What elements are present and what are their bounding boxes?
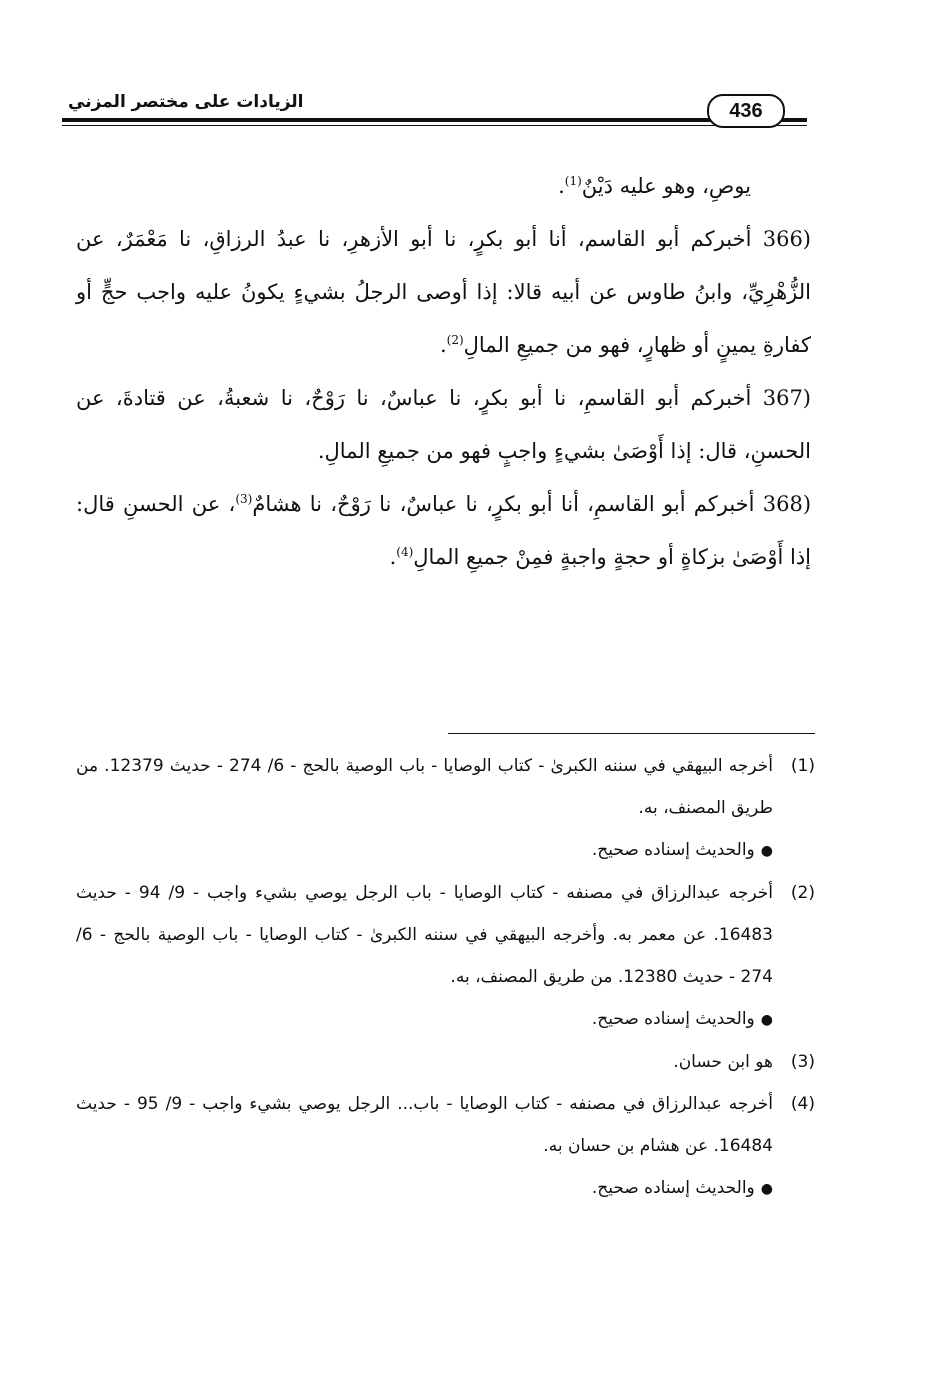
footnote-ref: (4) (396, 545, 414, 559)
footnote-2 (76, 872, 815, 998)
continuation-line: يوصِ، وهو عليه دَيْنٌ$^{(1)}$. (558, 174, 751, 198)
footnote-ref: (1) (564, 174, 582, 188)
main-text (76, 160, 811, 584)
hadith-368: 368) أخبركم أبو القاسمِ، أنا أبو بكرٍ، نا عباسٌ، نا رَوْحٌ، نا هشامٌ$^{(3)}$، عن الحسنِ قال: إذا أَوْصَىٰ بزكاةٍ أو حجةٍ واجبةٍ فمِنْ جميعِ المالِ$^{(4)}$. (76, 492, 812, 569)
bullet-icon: ● (760, 1012, 773, 1028)
hadith-text: ، عن الحسنِ قال: إذا أَوْصَىٰ بزكاةٍ أو حجةٍ واجبةٍ فمِنْ جميعِ المالِ (76, 492, 811, 569)
footnote-number: (1) (790, 756, 815, 776)
running-title: الزيادات على مختصر المزني (68, 92, 304, 112)
footnote-number: (2) (790, 883, 815, 903)
footnotes (76, 745, 815, 1210)
footnote-text: أخرجه البيهقي في سننه الكبرىٰ - كتاب الوصايا - باب الوصية بالحج - 6/ 274 - حديث 12379. من طريق المصنف، به. (76, 756, 773, 818)
footnote-separator (448, 733, 815, 734)
header-rule-thin (62, 125, 807, 126)
hadith-number: 368) (762, 492, 812, 516)
footnote-text: أخرجه عبدالرزاق في مصنفه - كتاب الوصايا - باب... الرجل يوصي بشيء واجب - 9/ 95 - حديث 16484. عن هشام بن حسان به. (76, 1094, 773, 1156)
footnote-note-text: والحديث إسناده صحيح. (591, 1178, 755, 1198)
continuation-text: يوصِ، وهو عليه دَيْنٌ (581, 174, 751, 198)
footnote-text: أخرجه عبدالرزاق في مصنفه - كتاب الوصايا - باب الرجل يوصي بشيء واجب - 9/ 94 - حديث 16483. عن معمر به. وأخرجه البيهقي في سننه الكبرىٰ - كتاب الوصايا - باب الوصية بالحج - 6/ 274 - حديث 12380. من طريق المصنف، به. (76, 883, 773, 987)
hadith-number: 366) (762, 227, 811, 251)
footnote-3 (76, 1041, 815, 1083)
footnote-note-text: والحديث إسناده صحيح. (591, 1009, 755, 1029)
hadith-text: أخبركم أبو القاسم، أنا أبو بكرٍ، نا أبو الأزهرِ، نا عبدُ الرزاقِ، نا مَعْمَرٌ، عن الزُّهْرِيِّ، وابنُ طاوس عن أبيه قالا: إذا أوصى الرجلُ بشيءٍ يكونُ عليه واجب حجٍّ أو كفارةِ يمينٍ أو ظهارٍ، فهو من جميعِ المالِ (76, 227, 811, 357)
footnote-number: (4) (790, 1094, 815, 1114)
footnote-number: (3) (790, 1052, 815, 1072)
footnote-note (76, 998, 815, 1041)
hadith-text: أخبركم أبو القاسمِ، نا أبو بكرٍ، نا عباسٌ، نا رَوْحٌ، نا شعبةُ، عن قتادةَ، عن الحسنِ، قال: إذا أَوْصَىٰ بشيءٍ واجبٍ فهو من جميعِ المالِ. (76, 386, 811, 463)
footnote-4 (76, 1083, 815, 1167)
footnote-text: هو ابن حسان. (673, 1052, 773, 1072)
footnote-ref: (2) (446, 333, 464, 347)
hadith-number: 367) (762, 386, 811, 410)
footnote-note (76, 1167, 815, 1210)
hadith-366: 366) أخبركم أبو القاسم، أنا أبو بكرٍ، نا أبو الأزهرِ، نا عبدُ الرزاقِ، نا مَعْمَرٌ، عن الزُّهْرِيِّ، وابنُ طاوس عن أبيه قالا: إذا أوصى الرجلُ بشيءٍ يكونُ عليه واجب حجٍّ أو كفارةِ يمينٍ أو ظهارٍ، فهو من جميعِ المالِ$^{(2)}$. (76, 227, 811, 357)
footnote-ref: (3) (235, 492, 253, 506)
hadith-text: أخبركم أبو القاسمِ، أنا أبو بكرٍ، نا عباسٌ، نا رَوْحٌ، نا هشامٌ (252, 492, 763, 516)
hadith-367 (76, 372, 811, 478)
page-number: 436 (707, 94, 785, 128)
footnote-note (76, 829, 815, 872)
bullet-icon: ● (760, 843, 773, 859)
header-rule-thick (62, 118, 807, 122)
page-header (62, 88, 807, 134)
footnote-1 (76, 745, 815, 829)
footnote-note-text: والحديث إسناده صحيح. (591, 840, 755, 860)
bullet-icon: ● (760, 1181, 773, 1197)
